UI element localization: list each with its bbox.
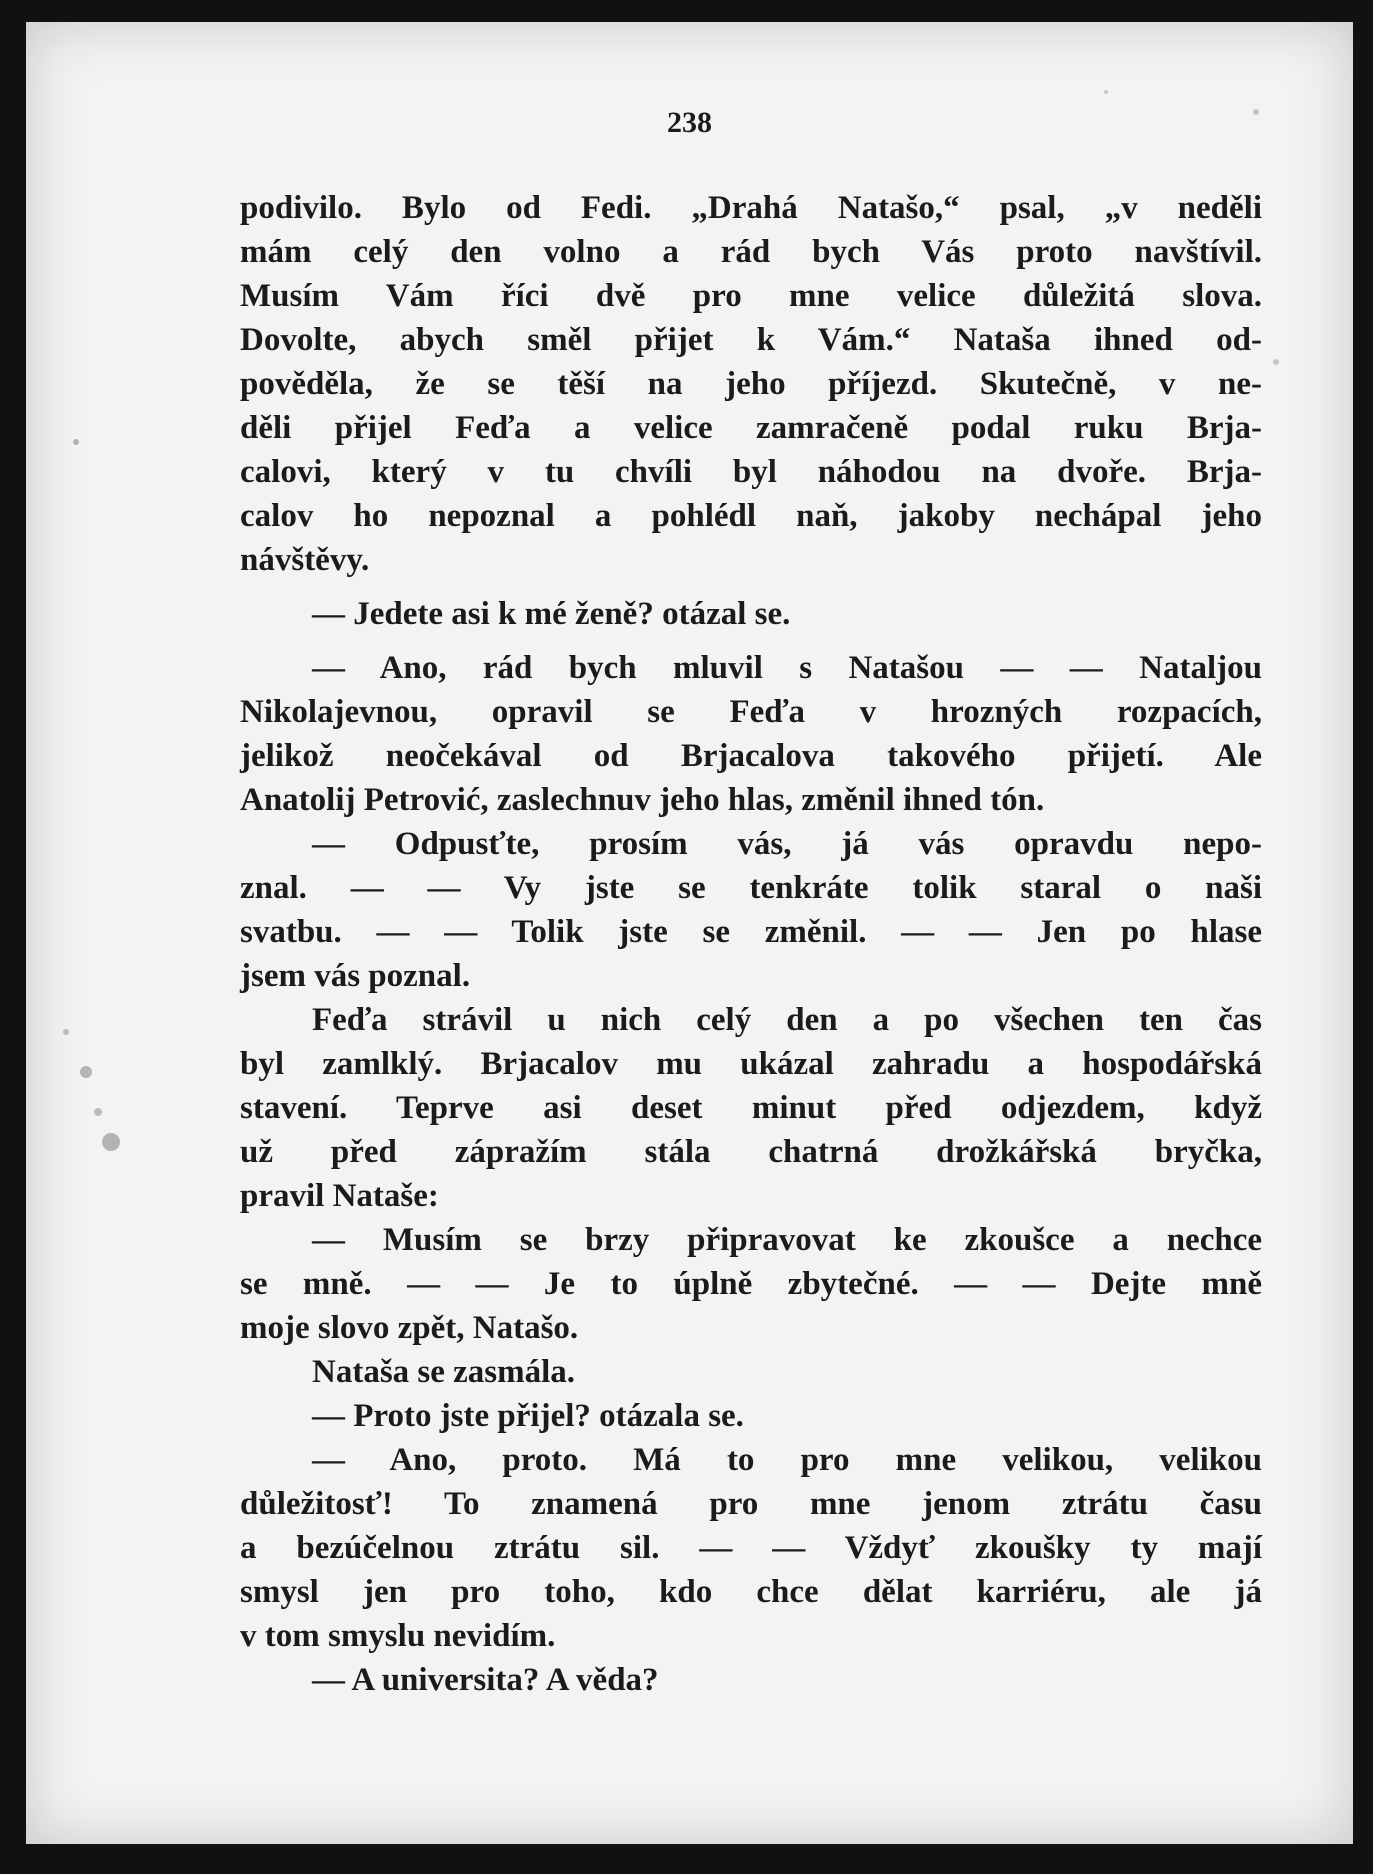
text-line: — Ano, proto. Má to pro mne velikou, velikou [312, 1442, 1262, 1478]
book-page [26, 22, 1353, 1844]
text-line: Nataša se zasmála. [312, 1354, 576, 1390]
text-line: — Ano, rád bych mluvil s Natašou — — Nataljou [312, 650, 1262, 686]
paragraph [240, 1394, 1262, 1438]
paragraph-gap [240, 636, 1262, 646]
text-line: už před zápražím stála chatrná drožkářská bryčka, [240, 1134, 1262, 1170]
text-line: — Proto jste přijel? otázala se. [312, 1398, 744, 1434]
body-text [240, 186, 1262, 1702]
text-line: děli přijel Feďa a velice zamračeně podal ruku Brja- [240, 410, 1262, 446]
text-line: důležitosť! To znamená pro mne jenom ztrátu času [240, 1486, 1262, 1522]
text-line: pověděla, že se těší na jeho příjezd. Skutečně, v ne- [240, 366, 1262, 402]
paragraph [240, 1438, 1262, 1658]
text-line: jsem vás poznal. [240, 958, 471, 994]
text-line: se mně. — — Je to úplně zbytečné. — — Dejte mně [240, 1266, 1262, 1302]
text-line: stavení. Teprve asi deset minut před odjezdem, když [240, 1090, 1262, 1126]
text-line: — Odpusťte, prosím vás, já vás opravdu nepo- [312, 826, 1262, 862]
paragraph [240, 998, 1262, 1218]
paragraph [240, 646, 1262, 822]
text-line: v tom smyslu nevidím. [240, 1618, 556, 1654]
page-number: 238 [667, 106, 712, 139]
text-line: podivilo. Bylo od Fedi. „Drahá Natašo,“ psal, „v neděli [240, 190, 1262, 226]
text-line: Nikolajevnou, opravil se Feďa v hrozných rozpacích, [240, 694, 1262, 730]
text-line: — Jedete asi k mé ženě? otázal se. [312, 596, 791, 632]
text-line: Musím Vám říci dvě pro mne velice důležitá slova. [240, 278, 1262, 314]
paragraph [240, 1658, 1262, 1702]
text-line: — A universita? A věda? [312, 1662, 659, 1698]
paragraph [240, 822, 1262, 998]
text-line: pravil Nataše: [240, 1178, 439, 1214]
text-line: znal. — — Vy jste se tenkráte tolik staral o naši [240, 870, 1262, 906]
text-line: Dovolte, abych směl přijet k Vám.“ Nataša ihned od- [240, 322, 1262, 358]
paragraph [240, 1350, 1262, 1394]
text-line: calov ho nepoznal a pohlédl naň, jakoby nechápal jeho [240, 498, 1262, 534]
paragraph [240, 186, 1262, 582]
text-line: svatbu. — — Tolik jste se změnil. — — Jen po hlase [240, 914, 1262, 950]
text-line: moje slovo zpět, Natašo. [240, 1310, 579, 1346]
text-line: návštěvy. [240, 542, 370, 578]
text-line: calovi, který v tu chvíli byl náhodou na dvoře. Brja- [240, 454, 1262, 490]
text-line: a bezúčelnou ztrátu sil. — — Vždyť zkoušky ty mají [240, 1530, 1262, 1566]
text-line: mám celý den volno a rád bych Vás proto navštívil. [240, 234, 1262, 270]
paragraph [240, 1218, 1262, 1350]
text-line: smysl jen pro toho, kdo chce dělat karriéru, ale já [240, 1574, 1262, 1610]
text-line: Anatolij Petrović, zaslechnuv jeho hlas, změnil ihned tón. [240, 782, 1045, 818]
paragraph-gap [240, 582, 1262, 592]
text-line: byl zamlklý. Brjacalov mu ukázal zahradu a hospodářská [240, 1046, 1262, 1082]
text-line: Feďa strávil u nich celý den a po všechen ten čas [312, 1002, 1262, 1038]
paragraph [240, 592, 1262, 636]
text-line: — Musím se brzy připravovat ke zkoušce a nechce [312, 1222, 1262, 1258]
text-line: jelikož neočekával od Brjacalova takového přijetí. Ale [240, 738, 1262, 774]
